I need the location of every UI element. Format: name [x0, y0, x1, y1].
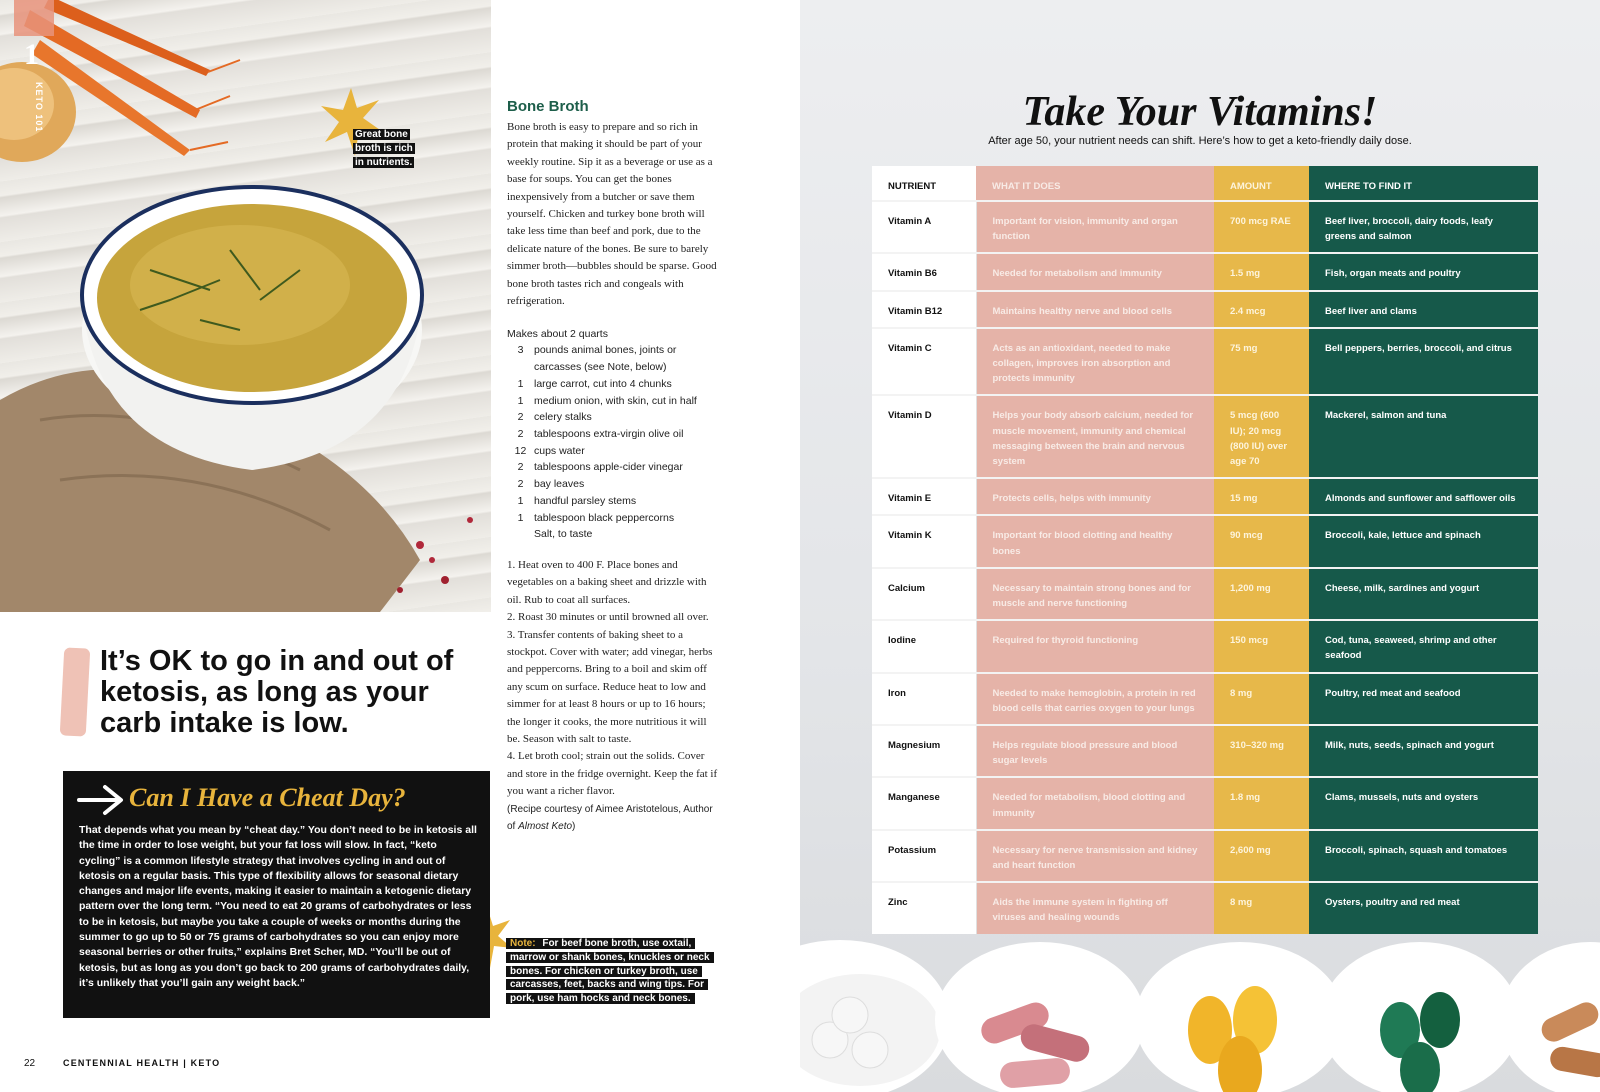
amount-cell: 2.4 mcg — [1214, 291, 1309, 328]
ingredient-item: 12 cups water — [514, 444, 585, 457]
column-header: WHAT IT DOES — [976, 166, 1214, 201]
table-row — [872, 253, 1538, 290]
recipe-yield: Makes about 2 quarts — [507, 328, 608, 341]
table-row — [872, 725, 1538, 777]
function-cell: Important for blood clotting and healthy bones — [976, 515, 1214, 567]
amount-cell: 8 mg — [1214, 673, 1309, 725]
bone-broth-photo — [0, 0, 491, 612]
recipe-step: 3. Transfer contents of baking sheet to a stockpot. Cover with water; add vinegar, herbs and peppercorns. Bring to a boil and skim off any scum on surface. Reduce heat to low and simmer for at least 8 hours or up to 16 hours; the longer it cooks, the more nutritious it will be. Season with salt to taste. — [507, 628, 713, 745]
source-cell: Fish, organ meats and poultry — [1309, 253, 1538, 290]
source-cell: Cod, tuna, seaweed, shrimp and other seafood — [1309, 620, 1538, 672]
ingredient-item: 3 pounds animal bones, joints or carcasses (see Note, below) — [517, 344, 677, 374]
column-header: NUTRIENT — [872, 166, 976, 201]
recipe-note — [506, 937, 716, 1006]
nutrient-cell: Vitamin D — [872, 395, 976, 478]
page-title: Take Your Vitamins! — [1022, 89, 1378, 135]
nutrient-cell: Manganese — [872, 777, 976, 829]
note-text: For beef bone broth, use oxtail, marrow or shank bones, knuckles or neck bones. For chicken or turkey broth, use carcasses, feet, backs and wing tips. For pork, use ham hocks and neck bones. — [510, 938, 710, 1005]
nutrient-cell: Magnesium — [872, 725, 976, 777]
ingredient-item: 2 bay leaves — [517, 478, 585, 491]
quote-accent-bar — [60, 647, 91, 736]
chapter-tab — [14, 0, 54, 36]
page-subtitle: After age 50, your nutrient needs can shift. Here’s how to get a keto-friendly daily dose. — [988, 135, 1412, 147]
source-cell: Broccoli, spinach, squash and tomatoes — [1309, 830, 1538, 882]
source-cell: Oysters, poultry and red meat — [1309, 882, 1538, 933]
function-cell: Important for vision, immunity and organ function — [976, 201, 1214, 253]
nutrient-cell: Zinc — [872, 882, 976, 933]
table-row — [872, 777, 1538, 829]
recipe-intro: Bone broth is easy to prepare and so rich in protein that making it should be part of your weekly routine. Sip it as a beverage or use as a base for soups. You can get the bones inexpensively from a butcher or save them yourself. Chicken and turkey bone broth will take less time than beef and pork, due to the delicate nature of the bones. Be sure to barely simmer broth—bubbles should be sparse. Good bone broth tastes rich and congeals with refrigeration. — [507, 121, 717, 308]
table-row — [872, 395, 1538, 478]
column-header: AMOUNT — [1214, 166, 1309, 201]
ingredient-item: 1 medium onion, with skin, cut in half — [517, 394, 697, 407]
callout-line: in nutrients. — [355, 157, 413, 168]
arrow-right-icon — [77, 783, 125, 817]
source-cell: Mackerel, salmon and tuna — [1309, 395, 1538, 478]
function-cell: Protects cells, helps with immunity — [976, 478, 1214, 515]
function-cell: Needed for metabolism and immunity — [976, 253, 1214, 290]
amount-cell: 75 mg — [1214, 328, 1309, 396]
vitamin-table — [872, 166, 1538, 934]
amount-cell: 1.5 mg — [1214, 253, 1309, 290]
table-row — [872, 328, 1538, 396]
ingredient-item: 2 celery stalks — [517, 411, 592, 424]
ingredient-item: 2 tablespoons apple-cider vinegar — [517, 461, 683, 474]
function-cell: Helps regulate blood pressure and blood sugar levels — [976, 725, 1214, 777]
amount-cell: 15 mg — [1214, 478, 1309, 515]
sidebar-title: Can I Have a Cheat Day? — [129, 783, 406, 812]
recipe-title: Bone Broth — [507, 98, 589, 115]
nutrient-cell: Calcium — [872, 568, 976, 620]
right-page — [800, 0, 1600, 1092]
table-row — [872, 673, 1538, 725]
ingredient-item: 1 handful parsley stems — [517, 494, 637, 507]
photo-callout — [353, 128, 423, 170]
function-cell: Needed for metabolism, blood clotting and immunity — [976, 777, 1214, 829]
recipe-steps — [507, 557, 719, 801]
function-cell: Maintains healthy nerve and blood cells — [976, 291, 1214, 328]
note-label: Note: — [510, 938, 536, 949]
table-row — [872, 568, 1538, 620]
function-cell: Needed to make hemoglobin, a protein in red blood cells that carries oxygen to your lungs — [976, 673, 1214, 725]
function-cell: Necessary to maintain strong bones and for muscle and nerve functioning — [976, 568, 1214, 620]
source-cell: Almonds and sunflower and safflower oils — [1309, 478, 1538, 515]
function-cell: Required for thyroid functioning — [976, 620, 1214, 672]
table-row — [872, 201, 1538, 253]
pull-quote: It’s OK to go in and out of ketosis, as long as your carb intake is low. — [100, 645, 454, 739]
nutrient-cell: Vitamin E — [872, 478, 976, 515]
recipe-step: 1. Heat oven to 400 F. Place bones and vegetables on a baking sheet and drizzle with oil. Rub to coat all surfaces. — [507, 558, 707, 606]
chapter-label: KETO 101 — [34, 82, 44, 133]
amount-cell: 90 mcg — [1214, 515, 1309, 567]
source-cell: Beef liver, broccoli, dairy foods, leafy greens and salmon — [1309, 201, 1538, 253]
function-cell: Aids the immune system in fighting off viruses and healing wounds — [976, 882, 1214, 933]
nutrient-cell: Vitamin A — [872, 201, 976, 253]
ingredient-item: 1 large carrot, cut into 4 chunks — [517, 377, 672, 390]
column-header: WHERE TO FIND IT — [1309, 166, 1538, 201]
function-cell: Helps your body absorb calcium, needed for muscle movement, immunity and chemical messaging between the brain and nervous system — [976, 395, 1214, 478]
ingredient-item: 2 tablespoons extra-virgin olive oil — [517, 427, 684, 440]
source-cell: Broccoli, kale, lettuce and spinach — [1309, 515, 1538, 567]
supplement-bowls-photo — [800, 900, 1600, 1092]
recipe-column — [507, 98, 719, 835]
table-row — [872, 515, 1538, 567]
table-row — [872, 291, 1538, 328]
amount-cell: 2,600 mg — [1214, 830, 1309, 882]
source-cell: Poultry, red meat and seafood — [1309, 673, 1538, 725]
nutrient-cell: Vitamin K — [872, 515, 976, 567]
nutrient-cell: Vitamin B12 — [872, 291, 976, 328]
source-cell: Milk, nuts, seeds, spinach and yogurt — [1309, 725, 1538, 777]
table-row — [872, 620, 1538, 672]
ingredient-item: 1 tablespoon black peppercorns — [517, 511, 675, 524]
amount-cell: 150 mcg — [1214, 620, 1309, 672]
amount-cell: 1,200 mg — [1214, 568, 1309, 620]
recipe-credit: (Recipe courtesy of Aimee Aristotelous, Author of Almost Keto) — [507, 803, 713, 832]
cheat-day-sidebar — [63, 771, 490, 1018]
source-cell: Clams, mussels, nuts and oysters — [1309, 777, 1538, 829]
ingredient-item: Salt, to taste — [534, 528, 593, 541]
recipe-step: 4. Let broth cool; strain out the solids. Cover and store in the fridge overnight. Keep the fat if you want a richer flavor. — [507, 750, 718, 798]
nutrient-cell: Potassium — [872, 830, 976, 882]
amount-cell: 700 mcg RAE — [1214, 201, 1309, 253]
amount-cell: 1.8 mg — [1214, 777, 1309, 829]
ingredient-list — [507, 342, 719, 542]
callout-line: Great bone — [355, 129, 408, 140]
recipe-step: 2. Roast 30 minutes or until browned all over. — [507, 611, 709, 624]
function-cell: Necessary for nerve transmission and kidney and heart function — [976, 830, 1214, 882]
source-cell: Cheese, milk, sardines and yogurt — [1309, 568, 1538, 620]
amount-cell: 5 mcg (600 IU); 20 mcg (800 IU) over age 70 — [1214, 395, 1309, 478]
page-number: 22 — [24, 1058, 36, 1069]
function-cell: Acts as an antioxidant, needed to make collagen, improves iron absorption and protects immunity — [976, 328, 1214, 396]
table-row — [872, 830, 1538, 882]
chapter-number: 1 — [24, 38, 39, 71]
nutrient-cell: Iron — [872, 673, 976, 725]
table-header-row — [872, 166, 1538, 201]
amount-cell: 310–320 mg — [1214, 725, 1309, 777]
nutrient-cell: Iodine — [872, 620, 976, 672]
sidebar-body: That depends what you mean by “cheat day.” You don’t need to be in ketosis all the time in order to lose weight, but your fat loss will slow. In fact, “keto cycling” is a common lifestyle strategy that involves cycling in and out of ketosis on a regular basis. This type of flexibility allows for seasonal dietary changes and major life events, making it easier to maintain a ketogenic dietary pattern over the long term. “You need to eat 20 grams of carbohydrates or less to be in ketosis, but maybe you take a couple of weeks or months during the summer to go up to 50 or 75 grams of carbohydrates so you can enjoy more seasonal berries or other fruits,” explains Bret Scher, MD. “You’ll be out of ketosis, but as long as you don’t go back to 200 grams of carbohydrates daily, it’s unlikely that you’ll gain any weight back.” — [79, 824, 477, 989]
table-row — [872, 478, 1538, 515]
source-cell: Bell peppers, berries, broccoli, and citrus — [1309, 328, 1538, 396]
running-footer: CENTENNIAL HEALTH | KETO — [63, 1058, 221, 1068]
nutrient-cell: Vitamin C — [872, 328, 976, 396]
book-title: Almost Keto — [518, 820, 573, 832]
source-cell: Beef liver and clams — [1309, 291, 1538, 328]
amount-cell: 8 mg — [1214, 882, 1309, 933]
nutrient-cell: Vitamin B6 — [872, 253, 976, 290]
callout-line: broth is rich — [355, 143, 413, 154]
